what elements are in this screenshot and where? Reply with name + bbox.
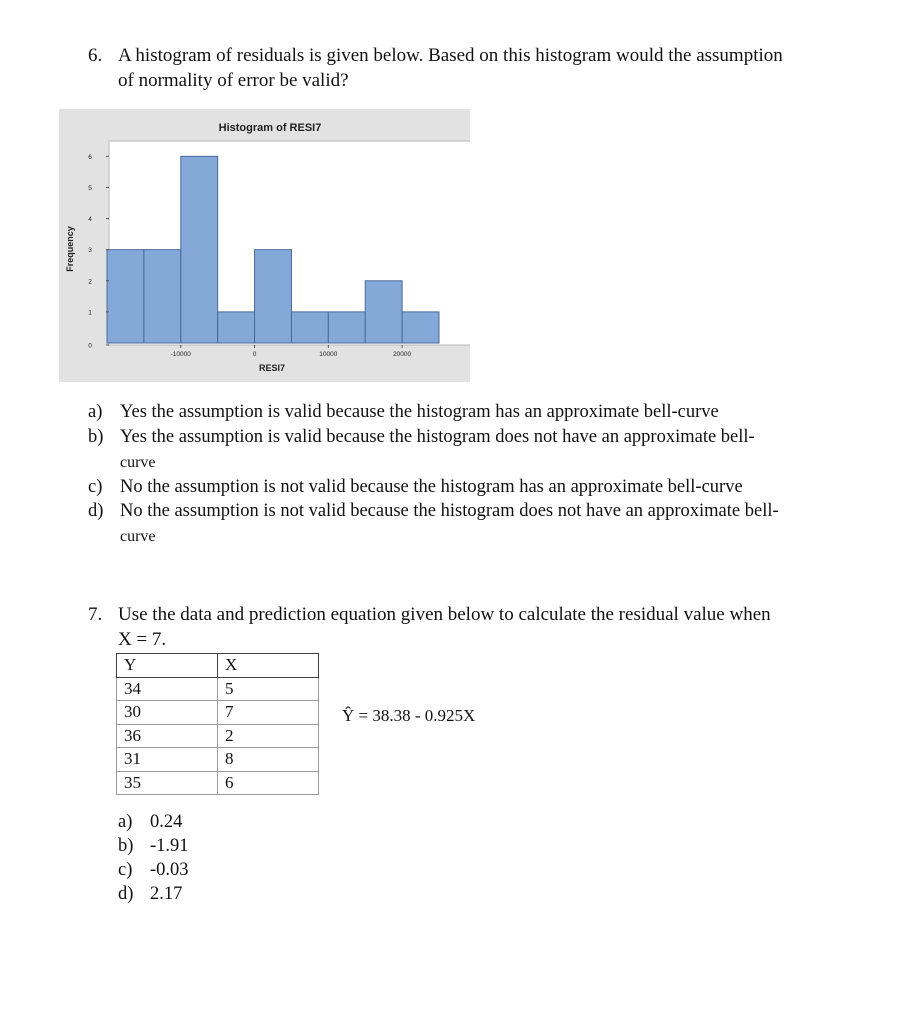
q6-option-d-text: No the assumption is not valid because the histogram does not have an approximate bell- bbox=[120, 501, 779, 521]
q7-option-c-text: -0.03 bbox=[150, 860, 189, 880]
table-cell-x: 6 bbox=[218, 771, 319, 795]
table-cell-x: 8 bbox=[218, 748, 319, 772]
table-row bbox=[117, 771, 319, 795]
table-cell-y: 35 bbox=[117, 771, 218, 795]
q6-option-d-letter: d) bbox=[88, 501, 104, 521]
q6-option-b-text: Yes the assumption is valid because the histogram does not have an approximate bell- bbox=[120, 427, 755, 447]
table-row bbox=[117, 701, 319, 725]
q7-option-b-text: -1.91 bbox=[150, 836, 189, 856]
q7-text-line2: X = 7. bbox=[118, 629, 167, 650]
y-tick-label: 5 bbox=[88, 184, 92, 192]
q7-option-c-letter: c) bbox=[118, 860, 133, 880]
y-tick-label: 6 bbox=[88, 153, 92, 161]
q6-option-b-cont: curve bbox=[120, 454, 156, 471]
q6-number: 6. bbox=[88, 45, 103, 66]
x-tick-label: -10000 bbox=[170, 351, 191, 358]
table-cell-x: 5 bbox=[218, 677, 319, 701]
histogram-bar bbox=[181, 156, 218, 343]
y-tick-label: 3 bbox=[88, 247, 92, 255]
q6-option-c-letter: c) bbox=[88, 477, 103, 497]
q7-number: 7. bbox=[88, 604, 103, 625]
table-cell-y: 36 bbox=[117, 724, 218, 748]
x-tick-label: 0 bbox=[252, 351, 257, 358]
y-tick-label: 4 bbox=[88, 216, 92, 224]
chart-xlabel: RESI7 bbox=[258, 363, 286, 373]
table-row bbox=[117, 677, 319, 701]
q6-text-line1: A histogram of residuals is given below. Based on this histogram would the assumption bbox=[118, 45, 783, 66]
q7-option-a-text: 0.24 bbox=[150, 812, 183, 832]
histogram-bar bbox=[107, 250, 144, 343]
histogram-bar bbox=[255, 250, 292, 343]
q6-option-c-text: No the assumption is not valid because the histogram has an approximate bell-curve bbox=[120, 477, 743, 497]
histogram-bar bbox=[218, 312, 255, 343]
table-cell-x: 7 bbox=[218, 701, 319, 725]
histogram-svg bbox=[59, 109, 470, 382]
q6-option-a-letter: a) bbox=[88, 402, 103, 422]
q7-option-d-text: 2.17 bbox=[150, 884, 183, 904]
table-header-y: Y bbox=[117, 654, 218, 678]
histogram-chart bbox=[59, 109, 470, 382]
prediction-equation: Ŷ = 38.38 - 0.925X bbox=[342, 706, 476, 725]
q7-text-line1: Use the data and prediction equation given below to calculate the residual value when bbox=[118, 604, 771, 625]
table-row bbox=[117, 748, 319, 772]
table-cell-y: 34 bbox=[117, 677, 218, 701]
table-cell-y: 30 bbox=[117, 701, 218, 725]
y-tick-label: 0 bbox=[88, 342, 92, 350]
table-header-x: X bbox=[218, 654, 319, 678]
q6-option-b-letter: b) bbox=[88, 427, 104, 447]
q7-option-d-letter: d) bbox=[118, 884, 134, 904]
y-tick-label: 2 bbox=[88, 278, 92, 286]
y-tick-label: 1 bbox=[88, 309, 92, 317]
table-cell-x: 2 bbox=[218, 724, 319, 748]
histogram-bar bbox=[365, 281, 402, 343]
x-tick-label: 20000 bbox=[393, 351, 412, 358]
histogram-bar bbox=[402, 312, 439, 343]
x-tick-label: 10000 bbox=[319, 351, 338, 358]
q7-option-b-letter: b) bbox=[118, 836, 134, 856]
table-row bbox=[117, 724, 319, 748]
histogram-bar bbox=[144, 250, 181, 343]
table-cell-y: 31 bbox=[117, 748, 218, 772]
chart-title: Histogram of RESI7 bbox=[218, 122, 322, 134]
q7-option-a-letter: a) bbox=[118, 812, 133, 832]
histogram-bar bbox=[291, 312, 328, 343]
data-table bbox=[116, 653, 319, 795]
chart-ylabel: Frequency bbox=[65, 226, 75, 272]
histogram-bar bbox=[328, 312, 365, 343]
q6-text-line2: of normality of error be valid? bbox=[118, 70, 349, 91]
table-header-row bbox=[117, 654, 319, 678]
q6-option-d-cont: curve bbox=[120, 528, 156, 545]
q6-option-a-text: Yes the assumption is valid because the histogram has an approximate bell-curve bbox=[120, 402, 719, 422]
